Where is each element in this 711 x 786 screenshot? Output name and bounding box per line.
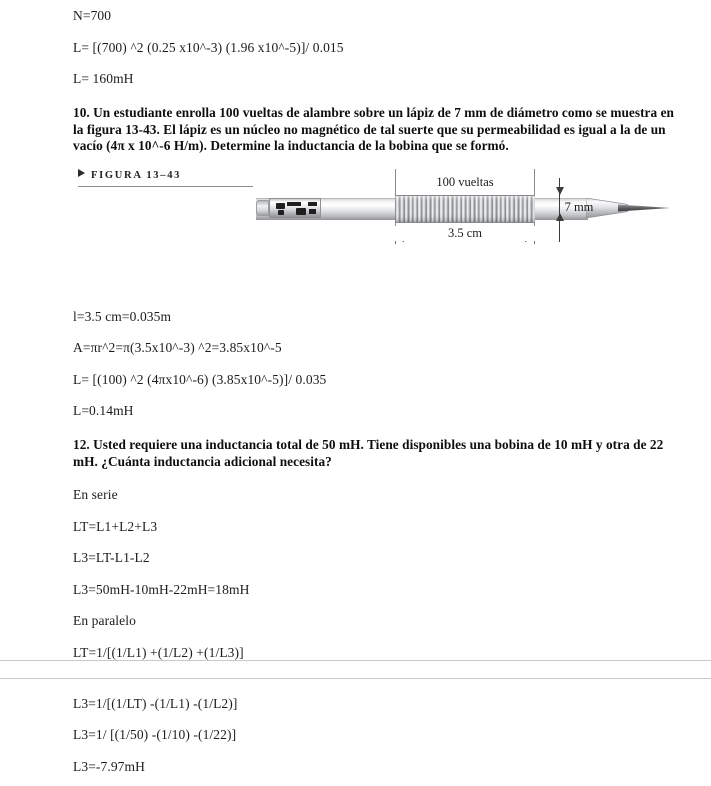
ferrule-marking	[276, 203, 285, 209]
ferrule-marking	[308, 202, 317, 206]
equation-line: LT=1/[(1/L1) +(1/L2) +(1/L3)]	[73, 644, 244, 660]
length-dimension	[395, 225, 535, 245]
equation-line: En paralelo	[73, 613, 136, 629]
equation-line: L3=1/[(1/LT) -(1/L1) -(1/L2)]	[73, 695, 238, 711]
equation-line: L3=1/ [(1/50) -(1/10) -(1/22)]	[73, 727, 237, 743]
equation-line: L3=-7.97mH	[73, 758, 145, 774]
equation-line: A=πr^2=π(3.5x10^-3) ^2=3.85x10^-5	[73, 340, 282, 356]
equation-line: L3=LT-L1-L2	[73, 550, 150, 566]
pencil-graphite-tip	[618, 204, 670, 212]
wire-coil	[395, 195, 535, 223]
equation-line: L3=50mH-10mH-22mH=18mH	[73, 581, 250, 597]
equation-line: L=0.14mH	[73, 403, 134, 419]
diameter-label: 7 mm	[564, 199, 594, 214]
arrow-down-icon	[556, 187, 564, 195]
equation-line: L= [(700) ^2 (0.25 x10^-3) (1.96 x10^-5)]/ 0.015	[73, 39, 344, 55]
figure-caption	[78, 169, 258, 181]
figure-caption-rule	[78, 186, 253, 187]
equation-line: N=700	[73, 8, 112, 23]
question-12-text: 12. Usted requiere una inductancia total de 50 mH. Tiene disponibles una bobina de 10 mH y otra de 22 mH. ¿Cuánta inductancia adicional necesita?	[73, 437, 664, 469]
figure-caption-text: FIGURA 13–43	[91, 169, 182, 181]
ferrule-marking	[296, 208, 306, 215]
play-triangle-icon	[78, 169, 85, 177]
equation-line: LT=L1+L2+L3	[73, 518, 158, 534]
equation-line: L= 160mH	[73, 71, 134, 86]
ferrule-marking	[287, 202, 301, 206]
length-label: 3.5 cm	[395, 226, 535, 241]
page-break-rule-top	[0, 660, 711, 661]
question-10-text: 10. Un estudiante enrolla 100 vueltas de alambre sobre un lápiz de 7 mm de diámetro como se muestra en la figura 13-43. El lápiz es un núcleo no magnético de tal suerte que su permeabilidad es igual a la de un vacío (4π x 10^-6 H/m). Determine la inductancia de la bobina que se formó.	[73, 105, 674, 154]
equation-line: L= [(100) ^2 (4πx10^-6) (3.85x10^-5)]/ 0.035	[73, 371, 327, 387]
pencil-end-cap	[256, 200, 269, 216]
page-break-rule-bottom	[0, 678, 711, 679]
turns-label: 100 vueltas	[436, 174, 494, 189]
equation-line: En serie	[73, 487, 118, 503]
document-content	[73, 0, 681, 774]
figure-13-43	[73, 169, 681, 279]
ferrule-marking	[278, 210, 284, 215]
pencil-illustration	[256, 167, 676, 272]
ferrule-marking	[309, 209, 316, 214]
equation-line: l=3.5 cm=0.035m	[73, 308, 172, 324]
